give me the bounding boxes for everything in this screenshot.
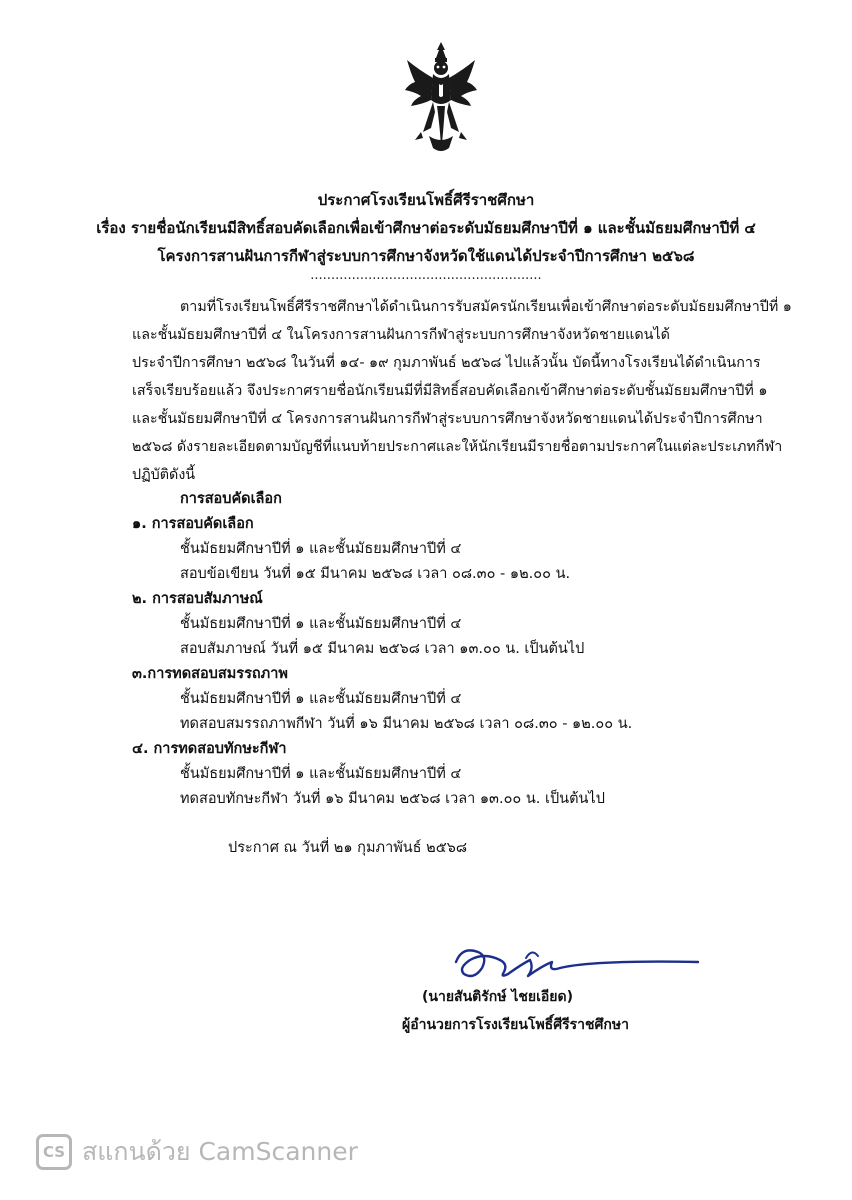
signatory-name: (นายสันติรักษ์ ไชยเอียด) xyxy=(422,989,573,1005)
body-line: ตามที่โรงเรียนโพธิ์ศีรีราชศึกษาได้ดำเนินการรับสมัครนักเรียนเพื่อเข้าศึกษาต่อระดับมัธยมศึกษาปีที่ ๑ xyxy=(180,299,792,315)
body-line: เสร็จเรียบร้อยแล้ว จึงประกาศรายชื่อนักเรียนมีที่มีสิทธิ์สอบคัดเลือกเข้าศึกษาต่อระดับชั้นมัธยมศึกษาปีที่ ๑ xyxy=(132,383,768,399)
watermark-text: สแกนด้วย CamScanner xyxy=(82,1137,358,1166)
section-heading: ๔. การทดสอบทักษะกีฬา xyxy=(132,741,287,757)
section-grade: ชั้นมัธยมศึกษาปีที่ ๑ และชั้นมัธยมศึกษาปีที่ ๔ xyxy=(180,691,462,707)
section-grade: ชั้นมัธยมศึกษาปีที่ ๑ และชั้นมัธยมศึกษาปีที่ ๔ xyxy=(180,541,462,557)
body-line: ปฏิบัติดังนี้ xyxy=(132,467,196,483)
separator-dots: ........................................................ xyxy=(310,268,542,283)
section-detail: ทดสอบสมรรถภาพกีฬา วันที่ ๑๖ มีนาคม ๒๕๖๘ เวลา ๐๘.๓๐ - ๑๒.๐๐ น. xyxy=(180,716,633,732)
subject-line-2: โครงการสานฝันการกีฬาสู่ระบบการศึกษาจังหวัดใช้แดนได้ประจำปีการศึกษา ๒๕๖๘ xyxy=(157,247,695,265)
body-line: และชั้นมัธยมศึกษาปีที่ ๔ ในโครงการสานฝันการกีฬาสู่ระบบการศึกษาจังหวัดชายแดนได้ xyxy=(132,327,670,343)
handwritten-signature-icon xyxy=(452,938,702,990)
section-grade: ชั้นมัธยมศึกษาปีที่ ๑ และชั้นมัธยมศึกษาปีที่ ๔ xyxy=(180,766,462,782)
section-detail: สอบสัมภาษณ์ วันที่ ๑๕ มีนาคม ๒๕๖๘ เวลา ๑๓.๐๐ น. เป็นต้นไป xyxy=(180,641,585,657)
subject-line-1: เรื่อง รายชื่อนักเรียนมีสิทธิ์สอบคัดเลือกเพื่อเข้าศึกษาต่อระดับมัธยมศึกษาปีที่ ๑ และชั้นมัธยมศึกษาปีที่ ๔ xyxy=(96,219,756,237)
garuda-emblem-icon xyxy=(401,40,481,160)
section-detail: ทดสอบทักษะกีฬา วันที่ ๑๖ มีนาคม ๒๕๖๘ เวลา ๑๓.๐๐ น. เป็นต้นไป xyxy=(180,791,605,807)
section-heading: ๒. การสอบสัมภาษณ์ xyxy=(132,591,263,607)
section-heading: ๓.การทดสอบสมรรถภาพ xyxy=(132,666,288,682)
section-heading: ๑. การสอบคัดเลือก xyxy=(132,516,254,532)
announcement-title: ประกาศโรงเรียนโพธิ์ศีรีราชศึกษา xyxy=(317,191,535,209)
body-line: ๒๕๖๘ ดังรายละเอียดตามบัญชีที่แนบท้ายประกาศและให้นักเรียนมีรายชื่อตามประกาศในแต่ละประเภทกีฬา xyxy=(132,439,783,455)
camscanner-watermark xyxy=(36,1132,358,1172)
announce-date: ประกาศ ณ วันที่ ๒๑ กุมภาพันธ์ ๒๕๖๘ xyxy=(228,840,468,856)
section-grade: ชั้นมัธยมศึกษาปีที่ ๑ และชั้นมัธยมศึกษาปีที่ ๔ xyxy=(180,616,462,632)
signatory-title: ผู้อำนวยการโรงเรียนโพธิ์ศีรีราชศึกษา xyxy=(402,1017,629,1033)
selection-heading: การสอบคัดเลือก xyxy=(180,491,282,507)
body-line: และชั้นมัธยมศึกษาปีที่ ๔ โครงการสานฝันการกีฬาสู่ระบบการศึกษาจังหวัดชายแดนได้ประจำปีการศึกษา xyxy=(132,411,763,427)
section-detail: สอบข้อเขียน วันที่ ๑๕ มีนาคม ๒๕๖๘ เวลา ๐๘.๓๐ - ๑๒.๐๐ น. xyxy=(180,566,571,582)
camscanner-logo-icon: CS xyxy=(36,1134,72,1170)
body-line: ประจำปีการศึกษา ๒๕๖๘ ในวันที่ ๑๔- ๑๙ กุมภาพันธ์ ๒๕๖๘ ไปแล้วนั้น บัดนี้ทางโรงเรียนได้ดำเนินการ xyxy=(132,355,761,371)
